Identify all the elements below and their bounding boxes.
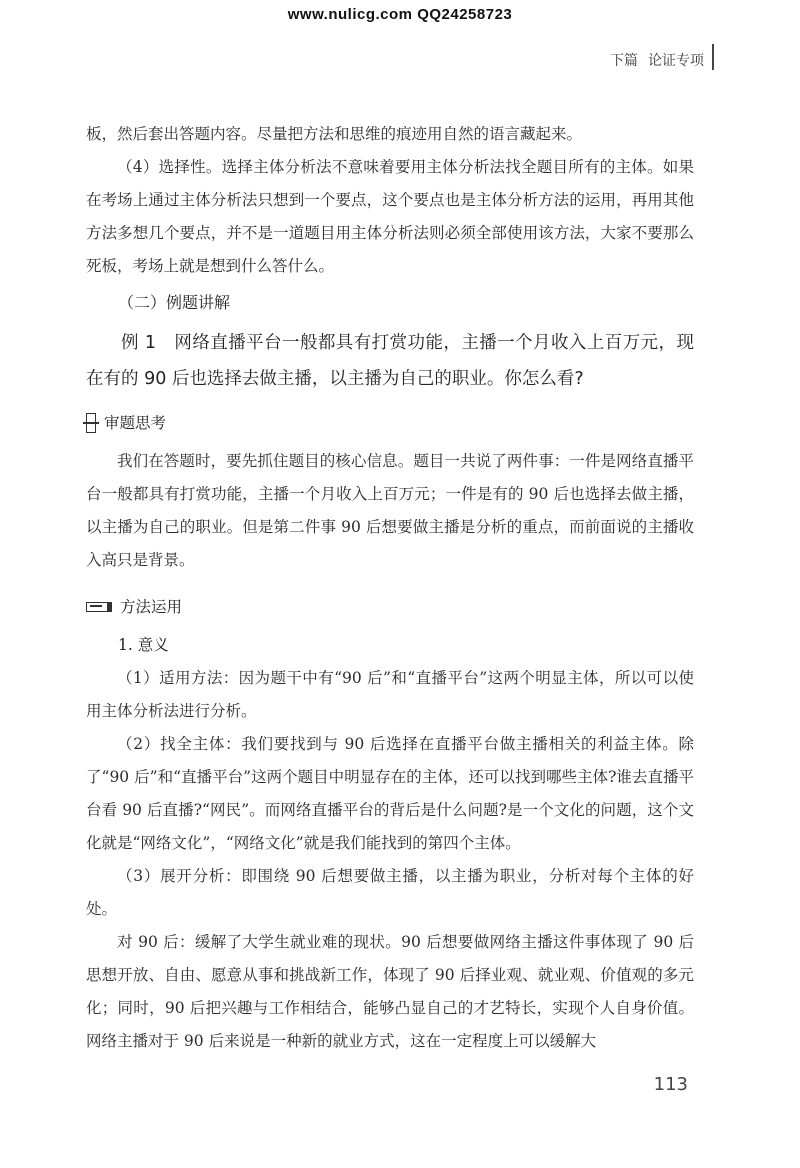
heading-review-label: 审题思考 — [104, 414, 167, 432]
subheading-meaning: 1. 意义 — [118, 636, 169, 654]
heading-method-label: 方法运用 — [120, 598, 183, 616]
paragraph-continuation: 板，然后套出答题内容。尽量把方法和思维的痕迹用自然的语言藏起来。 — [86, 125, 583, 143]
heading-method — [86, 591, 694, 623]
example-question: 例 1 网络直播平台一般都具有打赏功能，主播一个月收入上百万元，现在有的 90 后也选择去做主播，以主播为自己的职业。你怎么看? — [86, 333, 694, 389]
pencil-icon — [86, 602, 112, 612]
heading-example-explanation: （二）例题讲解 — [118, 293, 231, 312]
running-head-section: 论证专项 — [648, 53, 704, 69]
paragraph-selectivity: （4）选择性。选择主体分析法不意味着要用主体分析法找全题目所有的主体。如果在考场上通过主体分析法只想到一个要点，这个要点也是主体分析方法的运用，再用其他方法多想几个要点，并不是一道题目用主体分析法则必须全部使用该方法，大家不要那么死板，考场上就是想到什么答什么。 — [86, 158, 694, 275]
paragraph-method-2: （2）找全主体：我们要找到与 90 后选择在直播平台做主播相关的利益主体。除了“90 后”和“直播平台”这两个题目中明显存在的主体，还可以找到哪些主体?谁去直播平台看 90 后直播?“网民”。而网络直播平台的背后是什么问题?是一个文化的问题，这个文化就是“网络文化”，“网络文化”就是我们能找到的第四个主体。 — [86, 735, 694, 852]
running-head-part: 下篇 — [610, 53, 638, 69]
running-head-bar — [712, 44, 714, 70]
page-content — [86, 118, 694, 1058]
heading-review — [86, 407, 694, 439]
paragraph-method-3: （3）展开分析：即围绕 90 后想要做主播，以主播为职业，分析对每个主体的好处。 — [86, 867, 694, 918]
paragraph-method-4: 对 90 后：缓解了大学生就业难的现状。90 后想要做网络主播这件事体现了 90 后思想开放、自由、愿意从事和挑战新工作，体现了 90 后择业观、就业观、价值观的多元化；同时，90 后把兴趣与工作相结合，能够凸显自己的才艺特长，实现个人自身价值。网络主播对于 90 后来说是一种新的就业方式，这在一定程度上可以缓解大 — [86, 933, 694, 1050]
running-head — [610, 50, 704, 70]
paragraph-review: 我们在答题时，要先抓住题目的核心信息。题目一共说了两件事：一件是网络直播平台一般都具有打赏功能，主播一个月收入上百万元；一件是有的 90 后也选择去做主播，以主播为自己的职业。但是第二件事 90 后想要做主播是分析的重点，而前面说的主播收入高只是背景。 — [86, 452, 694, 569]
review-marker-icon — [86, 413, 96, 433]
page-number: 113 — [653, 1074, 688, 1095]
watermark-text: www.nulicg.com QQ24258723 — [287, 6, 513, 23]
paragraph-method-1: （1）适用方法：因为题干中有“90 后”和“直播平台”这两个明显主体，所以可以使用主体分析法进行分析。 — [86, 669, 694, 720]
